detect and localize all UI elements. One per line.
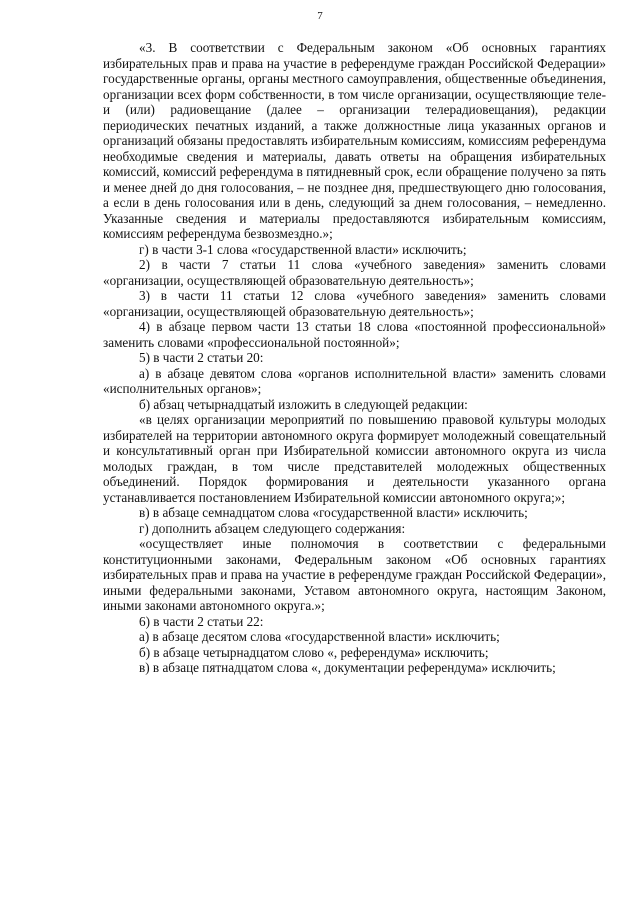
- paragraph: а) в абзаце десятом слова «государственной власти» исключить;: [139, 629, 500, 644]
- paragraph: 4) в абзаце первом части 13 статьи 18 слова «постоянной профессиональной» заменить словами «профессиональной постоянной»;: [103, 319, 606, 350]
- paragraph: «3. В соответствии с Федеральным законом «Об основных гарантиях избирательных прав и права на участие в референдуме граждан Российской Федерации» государственные органы, органы местного самоуправления, общественные объединения, организации всех форм собственности, в том числе организации, осуществляющие теле- и (или) радиовещание (далее – организации телерадиовещания), редакции периодических печатных изданий, а также должностные лица указанных органов и организаций обязаны предоставлять избирательным комиссиям, комиссиям референдума необходимые сведения и материалы, давать ответы на обращения избирательных комиссий, комиссий референдума в пятидневный срок, если обращение получено за пять и менее дней до дня голосования, – не позднее дня, предшествующего дню голосования, а если в день голосования или в день, следующий за днем голосования, – немедленно. Указанные сведения и материалы предоставляются избирательным комиссиям, комиссиям референдума безвозмездно.»;: [103, 40, 606, 241]
- paragraph: «осуществляет иные полномочия в соответствии с федеральными конституционными законами, Федеральным законом «Об основных гарантиях избирательных прав и права на участие в референдуме граждан Российской Федерации», иными федеральными законами, Уставом автономного округа, настоящим Законом, иными законами автономного округа.»;: [103, 536, 606, 613]
- paragraph: «в целях организации мероприятий по повышению правовой культуры молодых избирателей на территории автономного округа формирует молодежный совещательный и консультативный орган при Избирательной комиссии автономного округа из числа молодых граждан, в том числе представителей молодежных общественных объединений. Порядок формирования и деятельности указанного органа устанавливается постановлением Избирательной комиссии автономного округа;»;: [103, 412, 606, 505]
- paragraph: б) в абзаце четырнадцатом слово «, референдума» исключить;: [139, 644, 489, 660]
- document-body: [103, 40, 606, 676]
- paragraph: а) в абзаце девятом слова «органов исполнительной власти» заменить словами «исполнительных органов»;: [103, 365, 606, 396]
- paragraph: в) в абзаце семнадцатом слова «государственной власти» исключить;: [139, 505, 528, 520]
- paragraph: б) абзац четырнадцатый изложить в следующей редакции:: [139, 396, 468, 412]
- paragraph: г) в части 3-1 слова «государственной власти» исключить;: [139, 241, 467, 257]
- page-number: 7: [317, 10, 323, 22]
- paragraph: 2) в части 7 статьи 11 слова «учебного заведения» заменить словами «организации, осуществляющей образовательную деятельность»;: [103, 257, 606, 288]
- paragraph: 3) в части 11 статьи 12 слова «учебного заведения» заменить словами «организации, осуществляющей образовательную деятельность»;: [103, 288, 606, 319]
- paragraph: 6) в части 2 статьи 22:: [139, 613, 264, 629]
- paragraph: г) дополнить абзацем следующего содержания:: [139, 520, 406, 536]
- paragraph: в) в абзаце пятнадцатом слова «, документации референдума» исключить;: [139, 660, 556, 675]
- paragraph: 5) в части 2 статьи 20:: [139, 350, 264, 365]
